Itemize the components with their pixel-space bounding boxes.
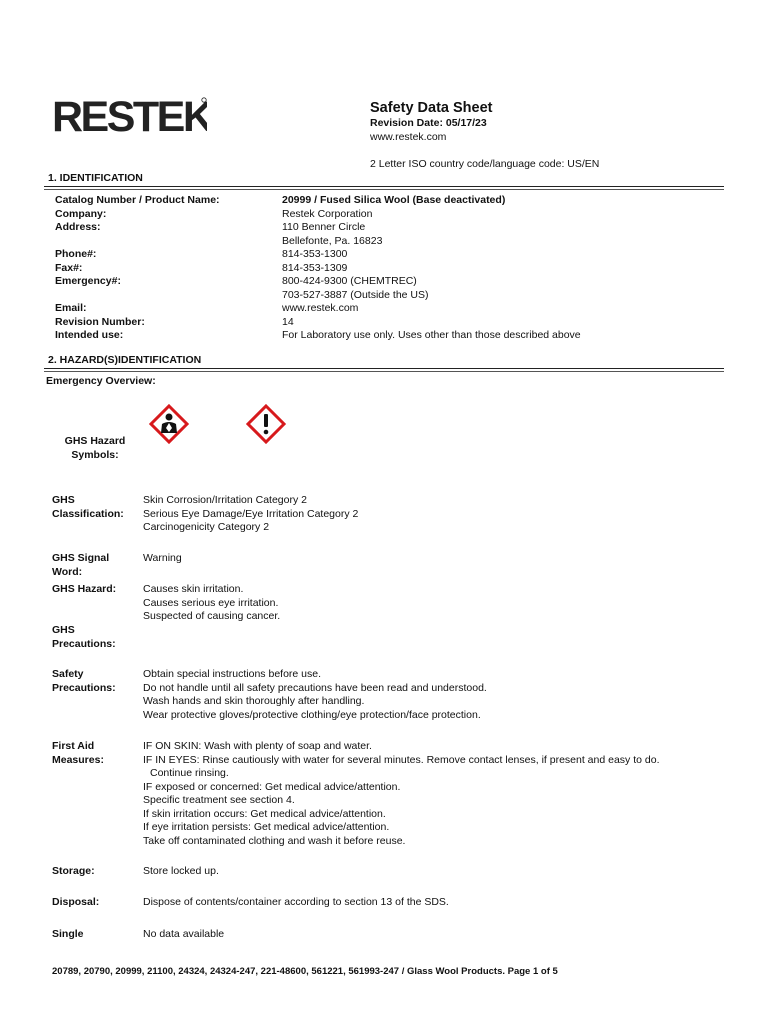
ident-label: Emergency#: [55, 275, 121, 287]
ident-value: 800-424-9300 (CHEMTREC) [282, 275, 417, 287]
ident-label: Intended use: [55, 329, 124, 341]
emergency-overview-label: Emergency Overview: [46, 375, 156, 387]
hazard-label: Disposal: [52, 896, 100, 908]
section-2-title: 2. HAZARD(S)IDENTIFICATION [48, 354, 202, 366]
ghs-symbols-label: GHS Hazard Symbols: [64, 435, 126, 461]
hazard-label: Safety Precautions: [52, 668, 116, 694]
hazard-label: GHS Classification: [52, 494, 124, 520]
restek-logo [52, 90, 207, 138]
logo-text: RESTEK [52, 93, 207, 138]
hazard-value: No data available [143, 928, 225, 940]
hazard-value: Skin Corrosion/Irritation Category 2 Serious Eye Damage/Eye Irritation Category 2 Carcinogenicity Category 2 [143, 494, 359, 533]
hazard-label: GHS Precautions: [52, 624, 116, 650]
exclamation-mark-icon [246, 404, 286, 444]
section-2-rule-top [44, 368, 724, 369]
hazard-label: GHS Signal Word: [52, 552, 110, 578]
section-1-title: 1. IDENTIFICATION [48, 172, 143, 184]
hazard-value: Warning [143, 552, 182, 564]
hazard-value: Causes skin irritation. Causes serious eye irritation. Suspected of causing cancer. [143, 583, 281, 622]
health-hazard-icon [149, 404, 189, 444]
ident-label: Company: [55, 207, 107, 220]
hazard-value: Obtain special instructions before use. Do not handle until all safety precautions have been read and understood. Wash hands and skin thoroughly after handling. Wear protective gloves/protective clothing/eye protection/face protection. [143, 668, 487, 721]
ident-value: www.restek.com [282, 302, 359, 314]
ident-value: 814-353-1309 [282, 261, 348, 274]
hazard-value: IF ON SKIN: Wash with plenty of soap and water. IF IN EYES: Rinse cautiously with water for several minutes. Remove contact lenses, if present and easy to do. Continue rinsing. IF exposed or concerned: Get medical advice/attention. Specific treatment see section 4. If skin irritation occurs: Get medical advice/attention. If eye irritation persists: Get medical advice/attention. Take off contaminated clothing and wash it before reuse. [143, 740, 660, 847]
ident-label: Revision Number: [55, 315, 145, 328]
hazard-label: Single [52, 928, 84, 940]
section-1-rule-bottom [44, 189, 724, 190]
document-title: Safety Data Sheet [370, 100, 493, 116]
ident-value: 703-527-3887 (Outside the US) [282, 288, 429, 301]
hazard-label: GHS Hazard: [52, 583, 117, 595]
ident-label: Address: [55, 221, 101, 233]
hazard-value: Store locked up. [143, 865, 219, 877]
section-1-rule-top [44, 186, 724, 187]
revision-date: Revision Date: 05/17/23 [370, 117, 487, 129]
hazard-label: Storage: [52, 865, 95, 877]
ident-value: 110 Benner Circle [282, 221, 366, 233]
ident-value: Bellefonte, Pa. 16823 [282, 234, 383, 247]
ident-label: Phone#: [55, 248, 97, 260]
page-footer: 20789, 20790, 20999, 21100, 24324, 24324-247, 221-48600, 561221, 561993-247 / Glass Wool Products. Page 1 of 5 [52, 966, 558, 977]
ident-value: 814-353-1300 [282, 248, 348, 260]
header-website: www.restek.com [370, 131, 447, 143]
ident-value: Restek Corporation [282, 207, 373, 220]
ident-label: Catalog Number / Product Name: [55, 194, 220, 206]
ident-value: For Laboratory use only. Uses other than those described above [282, 329, 581, 341]
iso-code: 2 Letter ISO country code/language code: US/EN [370, 158, 600, 170]
ident-label: Fax#: [55, 261, 83, 274]
section-2-rule-bottom [44, 371, 724, 372]
hazard-label: First Aid Measures: [52, 740, 104, 766]
ident-label: Email: [55, 302, 87, 314]
ident-value: 14 [282, 315, 294, 328]
hazard-value: Dispose of contents/container according to section 13 of the SDS. [143, 896, 449, 908]
product-name: 20999 / Fused Silica Wool (Base deactivated) [282, 194, 506, 206]
